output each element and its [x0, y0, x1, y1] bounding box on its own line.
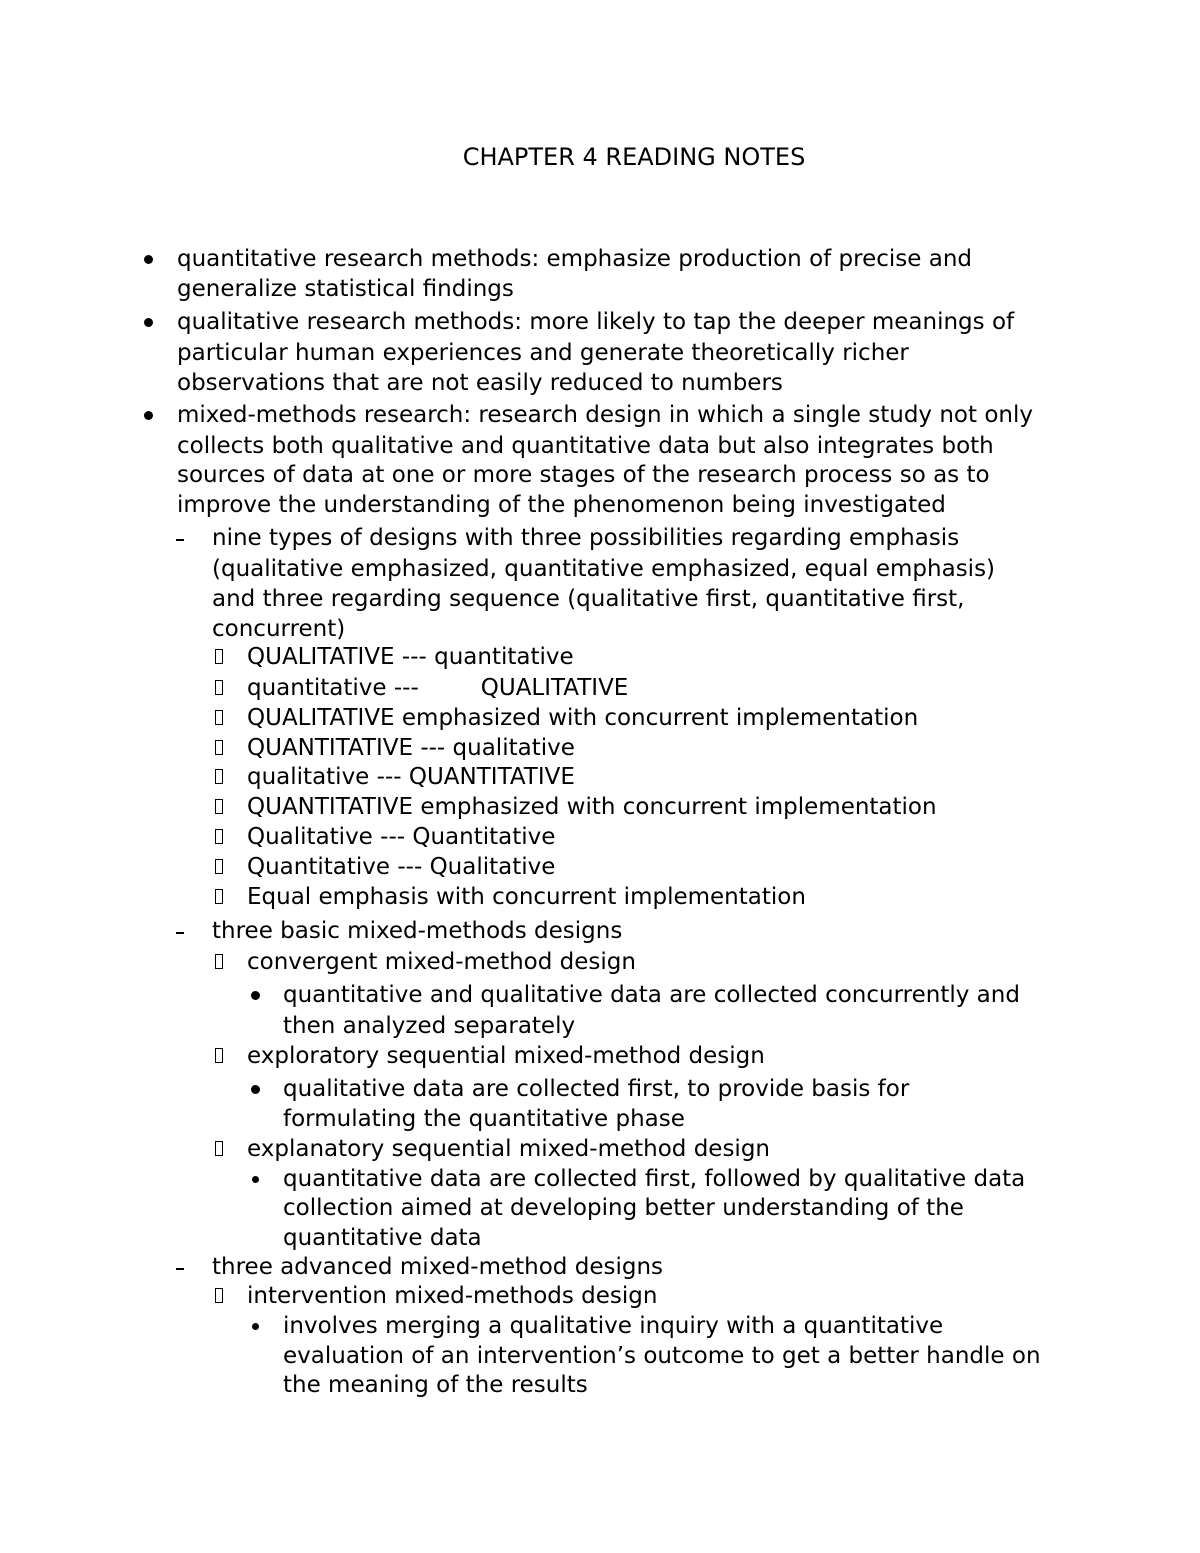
design-name: intervention mixed-methods design: [247, 1283, 658, 1309]
list-item-text: sources of data at one or more stages of the research process so as to: [177, 462, 990, 488]
sublist-item-text: three advanced mixed-method designs: [212, 1254, 664, 1280]
box-bullet-icon: [215, 1141, 223, 1156]
design-type-item: QUALITATIVE --- quantitative: [247, 644, 574, 670]
list-item-text: quantitative research methods: emphasize production of precise and: [177, 246, 973, 272]
design-name: exploratory sequential mixed-method design: [247, 1043, 765, 1069]
box-bullet-icon: [215, 829, 223, 844]
box-bullet-icon: [215, 680, 223, 695]
design-description: collection aimed at developing better understanding of the: [283, 1195, 964, 1221]
box-bullet-icon: [215, 769, 223, 784]
design-description: quantitative data: [283, 1225, 482, 1251]
design-description: the meaning of the results: [283, 1372, 588, 1398]
design-type-left: quantitative ---: [247, 675, 419, 701]
bullet-disc-icon: [251, 1085, 260, 1094]
design-description: formulating the quantitative phase: [283, 1106, 685, 1132]
dash-bullet-icon: [176, 1268, 184, 1270]
box-bullet-icon: [215, 1288, 223, 1303]
dash-bullet-icon: [176, 539, 184, 541]
design-description: qualitative data are collected first, to provide basis for: [283, 1076, 910, 1102]
bullet-disc-icon: [252, 1176, 259, 1183]
design-description: involves merging a qualitative inquiry with a quantitative: [283, 1313, 944, 1339]
design-type-item: qualitative --- QUANTITATIVE: [247, 764, 575, 790]
list-item-text: observations that are not easily reduced to numbers: [177, 370, 783, 396]
design-description: then analyzed separately: [283, 1013, 576, 1039]
sublist-item-text: and three regarding sequence (qualitative first, quantitative first,: [212, 586, 965, 612]
design-type-item: Qualitative --- Quantitative: [247, 824, 556, 850]
design-description: quantitative and qualitative data are collected concurrently and: [283, 982, 1020, 1008]
design-type-item: QUALITATIVE emphasized with concurrent implementation: [247, 705, 919, 731]
design-type-right: QUALITATIVE: [480, 675, 629, 701]
sublist-item-text: three basic mixed-methods designs: [212, 918, 623, 944]
box-bullet-icon: [215, 799, 223, 814]
box-bullet-icon: [215, 740, 223, 755]
page-title: CHAPTER 4 READING NOTES: [462, 143, 806, 171]
list-item-text: collects both qualitative and quantitative data but also integrates both: [177, 433, 994, 459]
bullet-disc-icon: [144, 411, 153, 420]
sublist-item-text: nine types of designs with three possibilities regarding emphasis: [212, 525, 960, 551]
bullet-disc-icon: [144, 255, 153, 264]
design-name: explanatory sequential mixed-method design: [247, 1136, 771, 1162]
list-item-text: improve the understanding of the phenomenon being investigated: [177, 492, 946, 518]
design-type-item: QUANTITATIVE emphasized with concurrent implementation: [247, 794, 937, 820]
box-bullet-icon: [215, 954, 223, 969]
design-name: convergent mixed-method design: [247, 949, 636, 975]
dash-bullet-icon: [176, 932, 184, 934]
bullet-disc-icon: [252, 1323, 259, 1330]
design-type-item: Quantitative --- Qualitative: [247, 854, 556, 880]
bullet-disc-icon: [144, 318, 153, 327]
list-item-text: particular human experiences and generate theoretically richer: [177, 340, 909, 366]
sublist-item-text: concurrent): [212, 616, 346, 642]
list-item-text: qualitative research methods: more likely to tap the deeper meanings of: [177, 309, 1015, 335]
design-type-item: [247, 673, 628, 703]
box-bullet-icon: [215, 889, 223, 904]
design-description: evaluation of an intervention’s outcome to get a better handle on: [283, 1343, 1041, 1369]
box-bullet-icon: [215, 1048, 223, 1063]
box-bullet-icon: [215, 710, 223, 725]
list-item-text: mixed-methods research: research design in which a single study not only: [177, 402, 1033, 428]
design-description: quantitative data are collected first, followed by qualitative data: [283, 1166, 1026, 1192]
list-item-text: generalize statistical findings: [177, 276, 514, 302]
design-type-item: Equal emphasis with concurrent implementation: [247, 884, 806, 910]
box-bullet-icon: [215, 649, 223, 664]
bullet-disc-icon: [251, 991, 260, 1000]
sublist-item-text: (qualitative emphasized, quantitative emphasized, equal emphasis): [212, 556, 996, 582]
design-type-item: QUANTITATIVE --- qualitative: [247, 735, 575, 761]
box-bullet-icon: [215, 859, 223, 874]
